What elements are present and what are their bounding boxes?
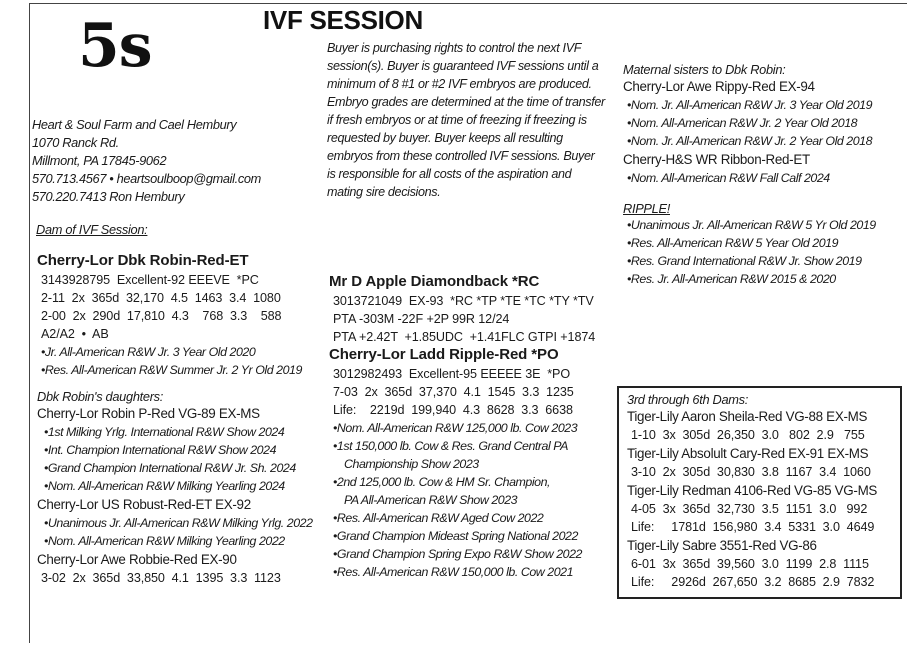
deep-dam-record: 4-05 3x 365d 32,730 3.5 1151 3.0 992 bbox=[631, 502, 868, 516]
sister-award: •Nom. All-American R&W Jr. 2 Year Old 2018 bbox=[627, 116, 858, 130]
deep-dam-lifetime: Life: 2926d 267,650 3.2 8685 2.9 7832 bbox=[631, 575, 875, 589]
page-title: IVF SESSION bbox=[263, 5, 423, 35]
sister-award: •Nom. All-American R&W Fall Calf 2024 bbox=[627, 171, 830, 185]
deep-dam-name: Tiger-Lily Absolult Cary-Red EX-91 EX-MS bbox=[627, 446, 869, 461]
granddam-name: Cherry-Lor Ladd Ripple-Red *PO bbox=[329, 346, 559, 363]
dam-award: •Res. All-American R&W Summer Jr. 2 Yr Old 2019 bbox=[41, 363, 302, 377]
sister-award: •Nom. Jr. All-American R&W Jr. 3 Year Old 2019 bbox=[627, 98, 873, 112]
consignor-contact bbox=[32, 116, 261, 206]
deep-dams-box bbox=[617, 386, 902, 599]
daughter-award: •Grand Champion International R&W Jr. Sh. 2024 bbox=[44, 461, 296, 475]
dam-registration: 3143928795 Excellent-92 EEEVE *PC bbox=[41, 273, 259, 287]
daughter-award: •Nom. All-American R&W Milking Yearling 2024 bbox=[44, 479, 285, 493]
granddam-registration: 3012982493 Excellent-95 EEEEE 3E *PO bbox=[333, 367, 571, 381]
ripple-award: •Unanimous Jr. All-American R&W 5 Yr Old 2019 bbox=[627, 218, 876, 232]
deep-dam-name: Tiger-Lily Redman 4106-Red VG-85 VG-MS bbox=[627, 483, 878, 498]
lot-number: 5s bbox=[78, 11, 152, 81]
contact-line: 570.220.7413 Ron Hembury bbox=[32, 189, 185, 204]
daughter-award: •Int. Champion International R&W Show 2024 bbox=[44, 443, 277, 457]
sister-name: Cherry-Lor Awe Rippy-Red EX-94 bbox=[623, 79, 815, 94]
granddam-award: •Nom. All-American R&W 125,000 lb. Cow 2023 bbox=[333, 421, 578, 435]
dam-codes: A2/A2 • AB bbox=[41, 327, 109, 341]
deep-dam-name: Tiger-Lily Aaron Sheila-Red VG-88 EX-MS bbox=[627, 409, 868, 424]
granddam-award: •Grand Champion Spring Expo R&W Show 2022 bbox=[333, 547, 582, 561]
deep-dam-record: 1-10 3x 305d 26,350 3.0 802 2.9 755 bbox=[631, 428, 865, 442]
granddam-award-cont: Championship Show 2023 bbox=[344, 457, 479, 471]
dam-record: 2-11 2x 365d 32,170 4.5 1463 3.4 1080 bbox=[41, 291, 281, 305]
dam-column bbox=[37, 252, 313, 587]
contact-line: Heart & Soul Farm and Cael Hembury bbox=[32, 117, 237, 132]
granddam-award: •1st 150,000 lb. Cow & Res. Grand Central PA bbox=[333, 439, 569, 453]
sire-registration: 3013721049 EX-93 *RC *TP *TE *TC *TY *TV bbox=[333, 294, 594, 308]
deep-dam-record: 3-10 2x 305d 30,830 3.8 1167 3.4 1060 bbox=[631, 465, 871, 479]
sisters-column bbox=[623, 62, 903, 288]
ripple-award: •Res. Grand International R&W Jr. Show 2019 bbox=[627, 254, 862, 268]
dam-section-label: Dam of IVF Session: bbox=[36, 222, 148, 237]
deep-dams-label: 3rd through 6th Dams: bbox=[627, 392, 749, 407]
daughter-name: Cherry-Lor US Robust-Red-ET EX-92 bbox=[37, 497, 251, 512]
daughter-award: •Nom. All-American R&W Milking Yearling 2022 bbox=[44, 534, 285, 548]
sister-name: Cherry-H&S WR Ribbon-Red-ET bbox=[623, 152, 810, 167]
dam-name: Cherry-Lor Dbk Robin-Red-ET bbox=[37, 252, 249, 269]
contact-line: 570.713.4567 • heartsoulboop@gmail.com bbox=[32, 171, 261, 186]
sire-pta: PTA -303M -22F +2P 99R 12/24 bbox=[333, 312, 510, 326]
daughter-award: •Unanimous Jr. All-American R&W Milking Yrlg. 2022 bbox=[44, 516, 313, 530]
deep-dam-name: Tiger-Lily Sabre 3551-Red VG-86 bbox=[627, 538, 817, 553]
intro-text: Buyer is purchasing rights to control the next IVF session(s). Buyer is guaranteed IVF sessions until a minimum of 8 #1 or #2 IVF embryos are produced. Embryo grades are determined at the time of transfer if fresh embryos or at time of freezing if freezing is requested by buyer. Buyer keeps all resulting embryos from these controlled IVF sessions. Buyer is responsible for all costs of the aspiration and mating sire decisions. bbox=[327, 41, 605, 199]
granddam-award: •Grand Champion Mideast Spring National 2022 bbox=[333, 529, 578, 543]
deep-dam-record: 6-01 3x 365d 39,560 3.0 1199 2.8 1115 bbox=[631, 557, 869, 571]
ripple-award: •Res. Jr. All-American R&W 2015 & 2020 bbox=[627, 272, 836, 286]
granddam-award: •Res. All-American R&W 150,000 lb. Cow 2021 bbox=[333, 565, 574, 579]
granddam-award: •2nd 125,000 lb. Cow & HM Sr. Champion, bbox=[333, 475, 551, 489]
granddam-award-cont: PA All-American R&W Show 2023 bbox=[344, 493, 518, 507]
sisters-label: Maternal sisters to Dbk Robin: bbox=[623, 62, 786, 77]
sister-award: •Nom. Jr. All-American R&W Jr. 2 Year Old 2018 bbox=[627, 134, 873, 148]
pedigree-column bbox=[329, 273, 595, 581]
contact-line: Millmont, PA 17845-9062 bbox=[32, 153, 167, 168]
ripple-award: •Res. All-American R&W 5 Year Old 2019 bbox=[627, 236, 839, 250]
contact-line: 1070 Ranck Rd. bbox=[32, 135, 119, 150]
daughter-record: 3-02 2x 365d 33,850 4.1 1395 3.3 1123 bbox=[41, 571, 281, 585]
daughter-award: •1st Milking Yrlg. International R&W Show 2024 bbox=[44, 425, 285, 439]
deep-dam-lifetime: Life: 1781d 156,980 3.4 5331 3.0 4649 bbox=[631, 520, 875, 534]
sire-pta: PTA +2.42T +1.85UDC +1.41FLC GTPI +1874 bbox=[333, 330, 596, 344]
granddam-lifetime: Life: 2219d 199,940 4.3 8628 3.3 6638 bbox=[333, 403, 573, 417]
ripple-label: RIPPLE! bbox=[623, 201, 670, 216]
dam-award: •Jr. All-American R&W Jr. 3 Year Old 2020 bbox=[41, 345, 256, 359]
daughters-label: Dbk Robin's daughters: bbox=[37, 389, 164, 404]
granddam-record: 7-03 2x 365d 37,370 4.1 1545 3.3 1235 bbox=[333, 385, 574, 399]
daughter-name: Cherry-Lor Robin P-Red VG-89 EX-MS bbox=[37, 406, 260, 421]
dam-record: 2-00 2x 290d 17,810 4.3 768 3.3 588 bbox=[41, 309, 282, 323]
granddam-award: •Res. All-American R&W Aged Cow 2022 bbox=[333, 511, 544, 525]
sire-name: Mr D Apple Diamondback *RC bbox=[329, 273, 540, 290]
daughter-name: Cherry-Lor Awe Robbie-Red EX-90 bbox=[37, 552, 237, 567]
